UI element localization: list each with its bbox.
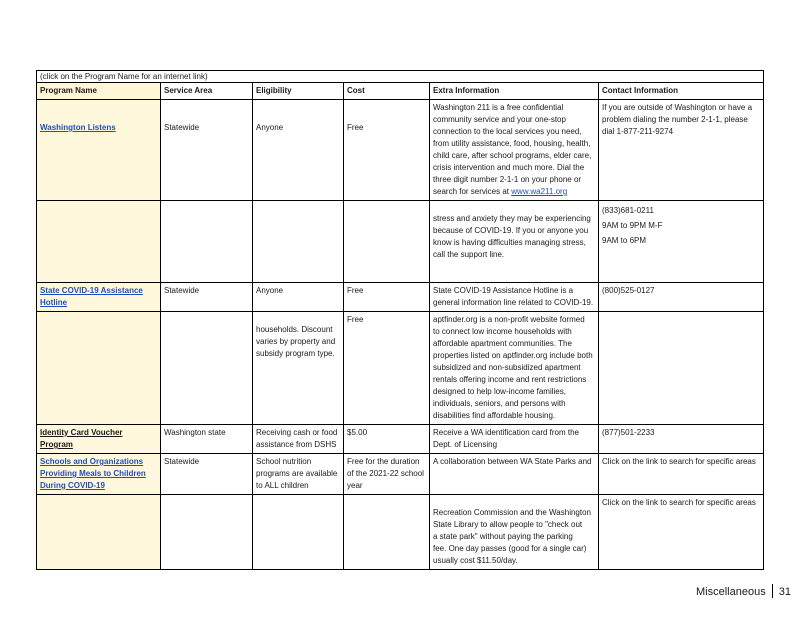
header-cost: Cost — [344, 83, 430, 100]
service-area-text: Statewide — [164, 286, 200, 295]
cost-line: year — [347, 481, 363, 490]
cost-cell — [344, 283, 430, 312]
contact-cell — [599, 100, 764, 201]
header-contact-information: Contact Information — [599, 83, 764, 100]
contact-cell — [599, 283, 764, 312]
extra-line: State COVID-19 Assistance Hotline is a — [433, 286, 574, 295]
eligibility-line: Receiving cash or food — [256, 428, 338, 437]
eligibility-cell — [253, 201, 344, 283]
eligibility-cell — [253, 495, 344, 570]
service-area-text: Statewide — [164, 123, 200, 132]
page-number: 31 — [778, 586, 791, 598]
extra-line: Dept. of Licensing — [433, 440, 498, 449]
contact-line: 9AM to 6PM — [602, 236, 647, 245]
contact-text: Click on the link to search for specific areas — [602, 498, 756, 507]
eligibility-line: subsidy program type. — [256, 349, 335, 358]
extra-line: stress and anxiety they may be experiencing — [433, 214, 591, 223]
eligibility-cell — [253, 454, 344, 495]
cost-text: Free — [347, 123, 364, 132]
table-row — [37, 454, 764, 495]
extra-info-cell — [430, 312, 599, 425]
table-row — [37, 100, 764, 201]
header-program-name: Program Name — [37, 83, 161, 100]
eligibility-line: School nutrition — [256, 457, 312, 466]
cost-cell — [344, 425, 430, 454]
program-name-identity-card-voucher[interactable]: Identity Card Voucher Program — [40, 428, 123, 449]
program-link-state-covid-hotline[interactable]: State COVID-19 Assistance Hotline — [40, 286, 143, 307]
eligibility-cell — [253, 312, 344, 425]
program-cell — [37, 201, 161, 283]
resource-table-container — [36, 70, 763, 570]
table-row — [37, 425, 764, 454]
footer-divider — [772, 584, 773, 598]
eligibility-line: programs are available — [256, 469, 338, 478]
contact-line: problem dialing the number 2-1-1, please — [602, 115, 748, 124]
program-cell — [37, 425, 161, 454]
extra-info-cell — [430, 454, 599, 495]
contact-cell — [599, 495, 764, 570]
contact-cell — [599, 312, 764, 425]
table-row — [37, 312, 764, 425]
extra-info-cell — [430, 100, 599, 201]
program-cell — [37, 312, 161, 425]
cost-text: Free — [347, 286, 364, 295]
service-area-cell — [161, 100, 253, 201]
cost-text: $5.00 — [347, 428, 368, 437]
service-area-cell — [161, 454, 253, 495]
extra-line: because of COVID-19. If you or anyone you — [433, 226, 589, 235]
extra-line: crisis intervention and much more. Dial the — [433, 163, 585, 172]
extra-line: aptfinder.org is a non-profit website formed — [433, 315, 585, 324]
cost-line: Free for the duration — [347, 457, 420, 466]
service-area-cell — [161, 283, 253, 312]
eligibility-text: Anyone — [256, 286, 284, 295]
extra-line: call the support line. — [433, 250, 505, 259]
footer-section-label: Miscellaneous — [696, 586, 766, 598]
eligibility-line: assistance from DSHS — [256, 440, 337, 449]
extra-text: A collaboration between WA State Parks and — [433, 457, 592, 466]
extra-line: affordable apartment communities. The — [433, 339, 572, 348]
header-extra-information: Extra Information — [430, 83, 599, 100]
contact-cell — [599, 425, 764, 454]
extra-info-cell — [430, 495, 599, 570]
cost-cell — [344, 201, 430, 283]
extra-line: fee. One day passes (good for a single car) — [433, 544, 587, 553]
service-area-cell — [161, 495, 253, 570]
contact-cell — [599, 201, 764, 283]
extra-line: Recreation Commission and the Washington — [433, 508, 592, 517]
extra-line: general information line related to COVID-19. — [433, 298, 594, 307]
extra-info-cell — [430, 201, 599, 283]
extra-line: usually cost $11.50/day. — [433, 556, 518, 565]
service-area-cell — [161, 425, 253, 454]
header-service-area: Service Area — [161, 83, 253, 100]
eligibility-line: varies by property and — [256, 337, 336, 346]
extra-line: child care, after school programs, elder care, — [433, 151, 592, 160]
extra-line: individuals, seniors, and persons with — [433, 399, 566, 408]
page-footer — [696, 584, 791, 598]
extra-line: subsidized and non-subsidized apartment — [433, 363, 581, 372]
cost-cell — [344, 312, 430, 425]
contact-line: 9AM to 9PM M-F — [602, 221, 663, 230]
eligibility-line: households. Discount — [256, 325, 333, 334]
cost-cell — [344, 454, 430, 495]
contact-line: (833)681-0211 — [602, 206, 654, 215]
extra-line: from utility assistance, food, housing, health, — [433, 139, 591, 148]
program-link-washington-listens[interactable]: Washington Listens — [40, 123, 116, 132]
contact-line: dial 1-877-211-9274 — [602, 127, 674, 136]
extra-line: a state park" without paying the parking — [433, 532, 573, 541]
service-area-cell — [161, 312, 253, 425]
cost-cell — [344, 495, 430, 570]
program-cell — [37, 495, 161, 570]
program-cell — [37, 100, 161, 201]
table-row — [37, 495, 764, 570]
resource-table — [36, 70, 764, 570]
extra-info-cell — [430, 425, 599, 454]
table-row — [37, 201, 764, 283]
extra-line: community service and your one-stop — [433, 115, 566, 124]
extra-line: Receive a WA identification card from the — [433, 428, 579, 437]
extra-line: rentals offering income and rent restrictions — [433, 375, 587, 384]
contact-text: (877)501-2233 — [602, 428, 655, 437]
wa211-link[interactable]: www.wa211.org — [511, 187, 568, 196]
extra-info-cell — [430, 283, 599, 312]
cost-cell — [344, 100, 430, 201]
contact-line: If you are outside of Washington or have a — [602, 103, 753, 112]
contact-cell — [599, 454, 764, 495]
eligibility-cell — [253, 425, 344, 454]
extra-line: properties listed on aptfinder.org include both — [433, 351, 593, 360]
table-row — [37, 283, 764, 312]
header-eligibility: Eligibility — [253, 83, 344, 100]
service-area-text: Statewide — [164, 457, 200, 466]
program-link-school-meals[interactable]: Schools and Organizations Providing Meals to Children During COVID-19 — [40, 457, 146, 490]
program-cell — [37, 454, 161, 495]
extra-line: know is having difficulties managing stress, — [433, 238, 586, 247]
extra-line: three digit number 2-1-1 on your phone or — [433, 175, 582, 184]
eligibility-cell — [253, 283, 344, 312]
extra-line: designed to help low-income families, — [433, 387, 566, 396]
extra-line: search for services at — [433, 187, 510, 196]
program-cell — [37, 283, 161, 312]
extra-line: State Library to allow people to "check out — [433, 520, 583, 529]
service-area-text: Washington state — [164, 428, 226, 437]
extra-line: Washington 211 is a free confidential — [433, 103, 564, 112]
contact-text: Click on the link to search for specific areas — [602, 457, 756, 466]
cost-text: Free — [347, 315, 364, 324]
eligibility-line: to ALL children — [256, 481, 309, 490]
extra-line: to connect low income households with — [433, 327, 572, 336]
extra-line: connection to the local services you need, — [433, 127, 582, 136]
contact-text: (800)525-0127 — [602, 286, 655, 295]
eligibility-text: Anyone — [256, 123, 284, 132]
table-caption: (click on the Program Name for an internet link) — [37, 71, 764, 83]
cost-line: of the 2021-22 school — [347, 469, 424, 478]
eligibility-cell — [253, 100, 344, 201]
extra-line: disabilities find affordable housing. — [433, 411, 556, 420]
service-area-cell — [161, 201, 253, 283]
